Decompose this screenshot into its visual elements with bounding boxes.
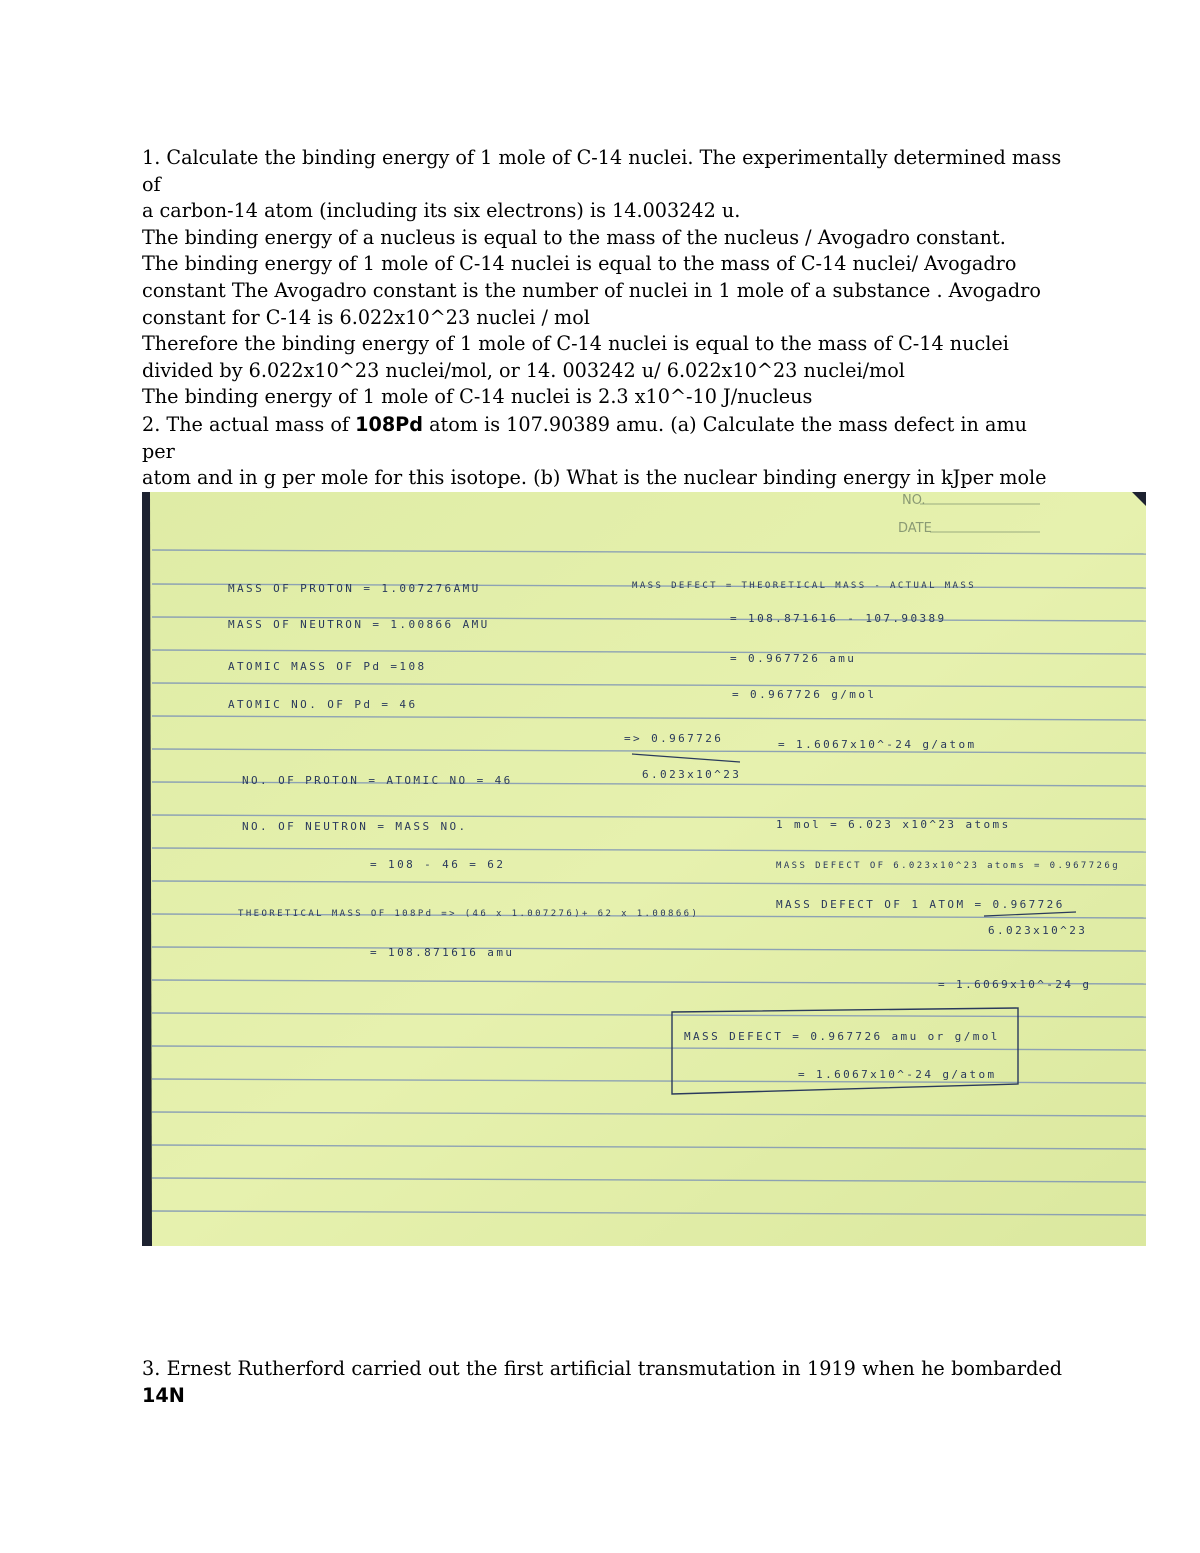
hw-left-line: = 108.871616 amu bbox=[370, 946, 515, 959]
q1-line: Therefore the binding energy of 1 mole of C-14 nuclei is equal to the mass of C-14 nuclei bbox=[142, 332, 1009, 356]
question-3 bbox=[142, 1356, 1062, 1409]
no-label: NO. bbox=[902, 493, 926, 508]
q3-line-1: 3. Ernest Rutherford carried out the first artificial transmutation in 1919 when he bombarded bbox=[142, 1357, 1062, 1380]
hw-right-line: 6.023x10^23 bbox=[988, 924, 1088, 937]
hw-right-line: 1 mol = 6.023 x10^23 atoms bbox=[776, 818, 1011, 831]
q1-line: a carbon-14 atom (including its six electrons) is 14.003242 u. bbox=[142, 199, 741, 223]
hw-left-line: NO. OF NEUTRON = MASS NO. bbox=[242, 820, 468, 833]
q3-isotope: 14N bbox=[142, 1383, 185, 1407]
question-1 bbox=[142, 145, 1062, 411]
q1-line: The binding energy of 1 mole of C-14 nuclei is 2.3 x10^-10 J/nucleus bbox=[142, 385, 813, 409]
handwritten-notes-photo bbox=[142, 492, 1146, 1246]
hw-left-line: THEORETICAL MASS OF 108Pd => (46 x 1.007276)+ 62 x 1.00866) bbox=[238, 909, 700, 919]
hw-right-line: = 108.871616 - 107.90389 bbox=[730, 612, 947, 625]
q1-line: 1. Calculate the binding energy of 1 mole of C-14 nuclei. The experimentally determined mass of bbox=[142, 146, 1062, 196]
hw-right-line: MASS DEFECT = THEORETICAL MASS - ACTUAL MASS bbox=[632, 581, 977, 591]
hw-right-line: = 1.6067x10^-24 g/atom bbox=[778, 738, 977, 751]
hw-left-line: MASS OF PROTON = 1.007276AMU bbox=[228, 582, 481, 595]
q2-isotope: 108Pd bbox=[355, 413, 423, 436]
hw-right-line: MASS DEFECT OF 1 ATOM = 0.967726 bbox=[776, 898, 1065, 911]
hw-left-line: ATOMIC MASS OF Pd =108 bbox=[228, 660, 427, 673]
hw-right-line: => 0.967726 bbox=[624, 732, 724, 745]
hw-left-line: = 108 - 46 = 62 bbox=[370, 858, 506, 871]
hw-right-line: MASS DEFECT OF 6.023x10^23 atoms = 0.967726g bbox=[776, 861, 1121, 871]
hw-right-line: = 1.6069x10^-24 g bbox=[938, 978, 1092, 991]
hw-left-line: ATOMIC NO. OF Pd = 46 bbox=[228, 698, 418, 711]
hw-right-line: = 0.967726 amu bbox=[730, 652, 857, 665]
hw-right-line: = 0.967726 g/mol bbox=[732, 688, 877, 701]
q1-line: divided by 6.022x10^23 nuclei/mol, or 14. 003242 u/ 6.022x10^23 nuclei/mol bbox=[142, 358, 905, 382]
hw-box-line: MASS DEFECT = 0.967726 amu or g/mol bbox=[684, 1030, 1000, 1043]
date-label: DATE bbox=[898, 521, 932, 536]
q1-line: constant The Avogadro constant is the number of nuclei in 1 mole of a substance . Avogadro bbox=[142, 278, 1041, 302]
hw-right-line: 6.023x10^23 bbox=[642, 768, 742, 781]
hw-box-line: = 1.6067x10^-24 g/atom bbox=[798, 1068, 997, 1081]
q2-line-1 bbox=[142, 412, 1062, 465]
q2-line-2: atom and in g per mole for this isotope. (b) What is the nuclear binding energy in kJper mole bbox=[142, 466, 1047, 490]
q1-line: constant for C-14 is 6.022x10^23 nuclei / mol bbox=[142, 305, 590, 329]
q2-rest: atom is 107.90389 amu. (a) Calculate the mass defect in amu per bbox=[142, 413, 1028, 463]
q1-line: The binding energy of 1 mole of C-14 nuclei is equal to the mass of C-14 nuclei/ Avogadro bbox=[142, 252, 1017, 276]
q1-line: The binding energy of a nucleus is equal to the mass of the nucleus / Avogadro constant. bbox=[142, 225, 1006, 249]
hw-left-line: NO. OF PROTON = ATOMIC NO = 46 bbox=[242, 774, 513, 787]
hw-left-line: MASS OF NEUTRON = 1.00866 AMU bbox=[228, 618, 490, 631]
q2-prefix: 2. The actual mass of bbox=[142, 413, 356, 436]
